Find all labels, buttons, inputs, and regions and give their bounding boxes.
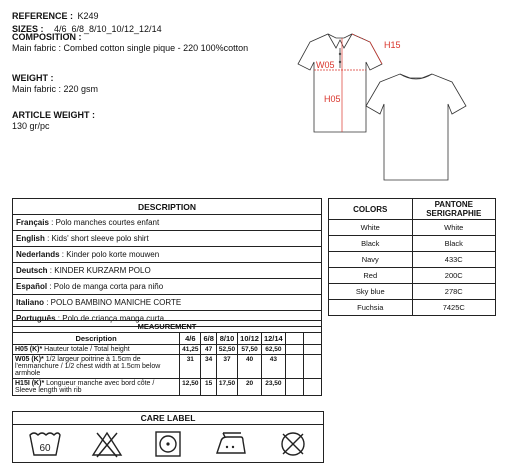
measure-value: 17,50 xyxy=(216,379,237,396)
pantone-cell: 278C xyxy=(412,284,496,300)
table-row xyxy=(13,379,322,396)
lang-label: Italiano xyxy=(16,298,45,307)
lang-label: Nederlands xyxy=(16,250,60,259)
measure-code: W05 (K)* xyxy=(15,356,44,363)
measure-value: 12,50 xyxy=(180,379,201,396)
pantone-header xyxy=(412,199,496,220)
sizes-value: 4/6_6/8_8/10_10/12_12/14 xyxy=(53,24,162,34)
table-row xyxy=(13,345,322,355)
size-header: 8/10 xyxy=(216,333,237,345)
pantone-cell: 7425C xyxy=(412,300,496,316)
color-cell: Navy xyxy=(329,252,413,268)
measure-value: 15 xyxy=(201,379,216,396)
sizes-label: SIZES : xyxy=(12,24,44,34)
measure-value: 52,50 xyxy=(216,345,237,355)
lang-label: Deutsch xyxy=(16,266,48,275)
article-weight-value: 130 gr/pc xyxy=(12,121,50,131)
h15-label: H15 xyxy=(384,40,401,50)
empty-cell xyxy=(285,345,303,355)
wash-temp-text: 60 xyxy=(39,442,51,454)
w05-label: W05 xyxy=(316,60,335,70)
size-header: 4/6 xyxy=(180,333,201,345)
h05-label: H05 xyxy=(324,94,341,104)
table-row xyxy=(329,236,496,252)
table-row xyxy=(329,220,496,236)
article-weight-label: ARTICLE WEIGHT : xyxy=(12,110,95,120)
size-header: 6/8 xyxy=(201,333,216,345)
description-text: : KINDER KURZARM POLO xyxy=(47,266,151,275)
lang-label: Português xyxy=(16,314,56,323)
description-header: Description xyxy=(13,333,180,345)
description-table xyxy=(12,198,322,327)
description-text: : Kids' short sleeve polo shirt xyxy=(44,234,149,243)
table-row xyxy=(329,252,496,268)
polo-back-drawing xyxy=(366,74,466,180)
measure-code: H15I (K)* xyxy=(15,380,45,387)
measure-value: 41,25 xyxy=(180,345,201,355)
color-cell: Fuchsia xyxy=(329,300,413,316)
measure-text: Longueur manche avec bord côte / Sleeve length with rib xyxy=(15,380,155,394)
size-header: 12/14 xyxy=(261,333,285,345)
colors-table xyxy=(328,198,496,316)
pantone-cell: White xyxy=(412,220,496,236)
table-row xyxy=(13,231,322,247)
description-text: : Polo de criança manga curta xyxy=(55,314,165,323)
measure-value: 37 xyxy=(216,355,237,379)
description-title: DESCRIPTION xyxy=(13,199,322,215)
measure-text: Hauteur totale / Total height xyxy=(42,346,130,353)
measure-value: 43 xyxy=(261,355,285,379)
color-cell: Sky blue xyxy=(329,284,413,300)
polo-front-drawing xyxy=(298,34,382,132)
pantone-cell: Black xyxy=(412,236,496,252)
color-cell: White xyxy=(329,220,413,236)
table-row xyxy=(13,279,322,295)
measure-code: H05 (K)* xyxy=(15,346,43,353)
table-row xyxy=(13,355,322,379)
table-row xyxy=(13,263,322,279)
color-cell: Black xyxy=(329,236,413,252)
size-header: 10/12 xyxy=(238,333,262,345)
measure-value: 31 xyxy=(180,355,201,379)
empty-header xyxy=(303,333,321,345)
measure-value: 62,50 xyxy=(261,345,285,355)
color-cell: Red xyxy=(329,268,413,284)
description-text: : Polo de manga corta para niño xyxy=(47,282,164,291)
iron-icon xyxy=(213,429,249,459)
measure-text: 1/2 largeur poitrine à 1.5cm de l'emmanchure / 1/2 chest width at 1.5cm below armhole xyxy=(15,356,161,377)
care-label-box xyxy=(12,411,324,463)
measure-value: 23,50 xyxy=(261,379,285,396)
table-row xyxy=(329,268,496,284)
measurement-table xyxy=(12,320,322,396)
colors-header: COLORS xyxy=(329,199,413,220)
lang-label: Français xyxy=(16,218,49,227)
measure-value: 40 xyxy=(238,355,262,379)
measure-value: 20 xyxy=(238,379,262,396)
measure-value: 34 xyxy=(201,355,216,379)
pantone-cell: 200C xyxy=(412,268,496,284)
empty-header xyxy=(285,333,303,345)
reference-value: K249 xyxy=(77,11,99,21)
table-row xyxy=(13,295,322,311)
pantone-header-line2: SERIGRAPHIE xyxy=(426,209,482,218)
empty-cell xyxy=(285,355,303,379)
empty-cell xyxy=(303,355,321,379)
no-bleach-icon xyxy=(91,429,123,459)
empty-cell xyxy=(303,379,321,396)
no-dry-clean-icon xyxy=(278,429,308,459)
pantone-cell: 433C xyxy=(412,252,496,268)
polo-shirt-drawing xyxy=(270,20,505,200)
lang-label: Español xyxy=(16,282,48,291)
table-row xyxy=(329,284,496,300)
empty-cell xyxy=(285,379,303,396)
lang-label: English xyxy=(16,234,45,243)
measurement-title: MEASUREMENT xyxy=(13,321,322,333)
table-row xyxy=(329,300,496,316)
wash-60-icon xyxy=(28,429,62,459)
composition-value: Main fabric : Combed cotton single pique - 220 100%cotton xyxy=(12,43,249,53)
weight-value: Main fabric : 220 gsm xyxy=(12,84,99,94)
table-row xyxy=(13,247,322,263)
description-text: : Polo manches courtes enfant xyxy=(48,218,160,227)
measure-value: 47 xyxy=(201,345,216,355)
description-text: : Kinder polo korte mouwen xyxy=(59,250,160,259)
empty-cell xyxy=(303,345,321,355)
description-text: : POLO BAMBINO MANICHE CORTE xyxy=(44,298,182,307)
measure-value: 57,50 xyxy=(238,345,262,355)
composition-label: COMPOSITION : xyxy=(12,32,82,42)
reference-label: REFERENCE : xyxy=(12,11,74,21)
care-icons-row xyxy=(13,425,323,462)
table-row xyxy=(13,215,322,231)
weight-label: WEIGHT : xyxy=(12,73,54,83)
pantone-header-line1: PANTONE xyxy=(434,200,473,209)
tumble-dry-icon xyxy=(153,429,183,459)
care-label-title: CARE LABEL xyxy=(13,412,323,425)
